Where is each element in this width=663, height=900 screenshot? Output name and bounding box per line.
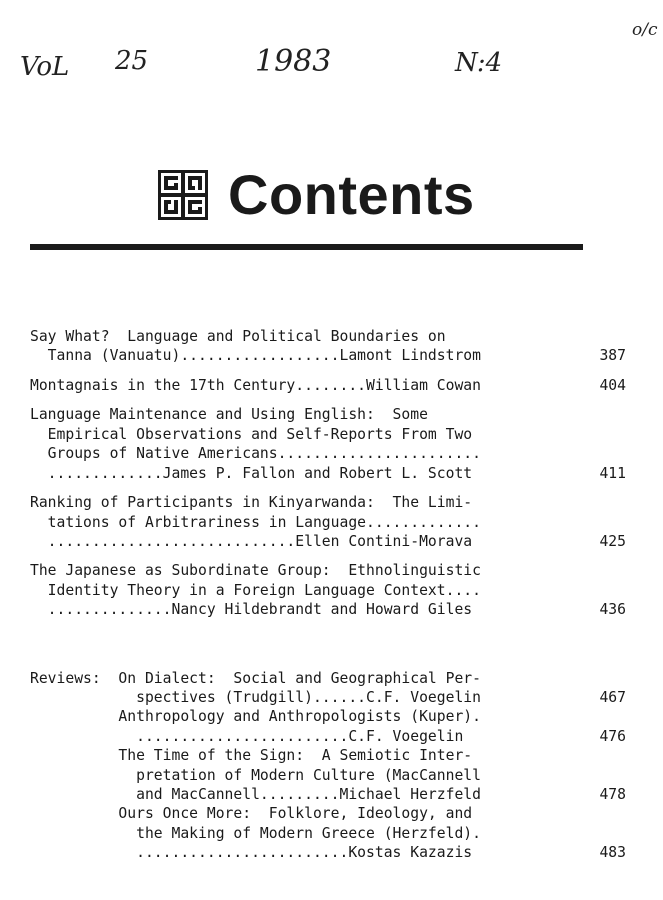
toc-entry-line: .............James P. Fallon and Robert L. Scott (30, 464, 473, 482)
handwritten-issue: N:4 (455, 48, 503, 78)
toc-entry-line: ........................C.F. Voegelin (30, 727, 464, 745)
title-row (158, 160, 475, 230)
toc-page-number: 411 (599, 464, 626, 482)
toc-entry (30, 376, 630, 395)
toc-entry-line: ..............Nancy Hildebrandt and Howard Giles (30, 601, 473, 619)
toc-entry-line: Empirical Observations and Self-Reports From Two (30, 425, 473, 443)
toc-entry-line: Reviews: On Dialect: Social and Geographical Per- (30, 669, 481, 687)
toc-entry-line: spectives (Trudgill)......C.F. Voegelin (30, 689, 481, 707)
toc-entry-line: Ranking of Participants in Kinyarwanda: The Limi- (30, 494, 473, 512)
toc-entry (30, 405, 630, 483)
toc-page-number: 404 (599, 376, 626, 394)
toc-entry (30, 707, 630, 746)
toc-entry-line: ............................Ellen Contini-Morava (30, 532, 473, 550)
toc-entry (30, 669, 630, 708)
handwritten-corner-note: o/c (632, 20, 658, 40)
toc-page-number: 476 (599, 727, 626, 745)
toc-page-number: 483 (599, 844, 626, 862)
toc-entry-line: Say What? Language and Political Boundaries on (30, 327, 446, 345)
toc-entry-line: The Time of the Sign: A Semiotic Inter- (30, 747, 473, 765)
toc-entry (30, 746, 630, 804)
page-title: Contents (228, 163, 475, 226)
toc-entry-line: Anthropology and Anthropologists (Kuper). (30, 708, 481, 726)
toc-entry-line: tations of Arbitrariness in Language............. (30, 513, 481, 531)
toc-entry-line: Groups of Native Americans....................... (30, 445, 481, 463)
toc-entry-line: The Japanese as Subordinate Group: Ethnolinguistic (30, 562, 481, 580)
toc-entry-line: and MacCannell.........Michael Herzfeld (30, 785, 481, 803)
toc-entry (30, 804, 630, 862)
toc-entry-line: pretation of Modern Culture (MacCannell (30, 766, 481, 784)
toc-entry-line: ........................Kostas Kazazis (30, 844, 473, 862)
reviews-section (30, 669, 630, 863)
toc-page-number: 387 (599, 347, 626, 365)
grid-logo-icon (158, 170, 208, 220)
toc-page-number: 436 (599, 601, 626, 619)
handwritten-volume: VoL (20, 52, 70, 82)
toc-entry-line: Ours Once More: Folklore, Ideology, and (30, 805, 473, 823)
toc-page-number: 467 (599, 689, 626, 707)
toc-entry (30, 327, 630, 366)
title-divider (30, 244, 583, 250)
toc-entry-line: Montagnais in the 17th Century........William Cowan (30, 376, 481, 394)
toc-page-number: 478 (599, 786, 626, 803)
table-of-contents (30, 288, 630, 882)
toc-entry-line: the Making of Modern Greece (Herzfeld). (30, 824, 481, 842)
toc-entry-line: Tanna (Vanuatu)..................Lamont Lindstrom (30, 347, 481, 365)
toc-page-number: 425 (599, 532, 626, 550)
toc-entry-line: Identity Theory in a Foreign Language Context.... (30, 581, 481, 599)
toc-entry-line: Language Maintenance and Using English: Some (30, 406, 428, 424)
toc-entry (30, 493, 630, 551)
handwritten-year: 1983 (255, 44, 332, 79)
toc-entry (30, 561, 630, 619)
handwritten-volume-number: 25 (115, 46, 149, 76)
